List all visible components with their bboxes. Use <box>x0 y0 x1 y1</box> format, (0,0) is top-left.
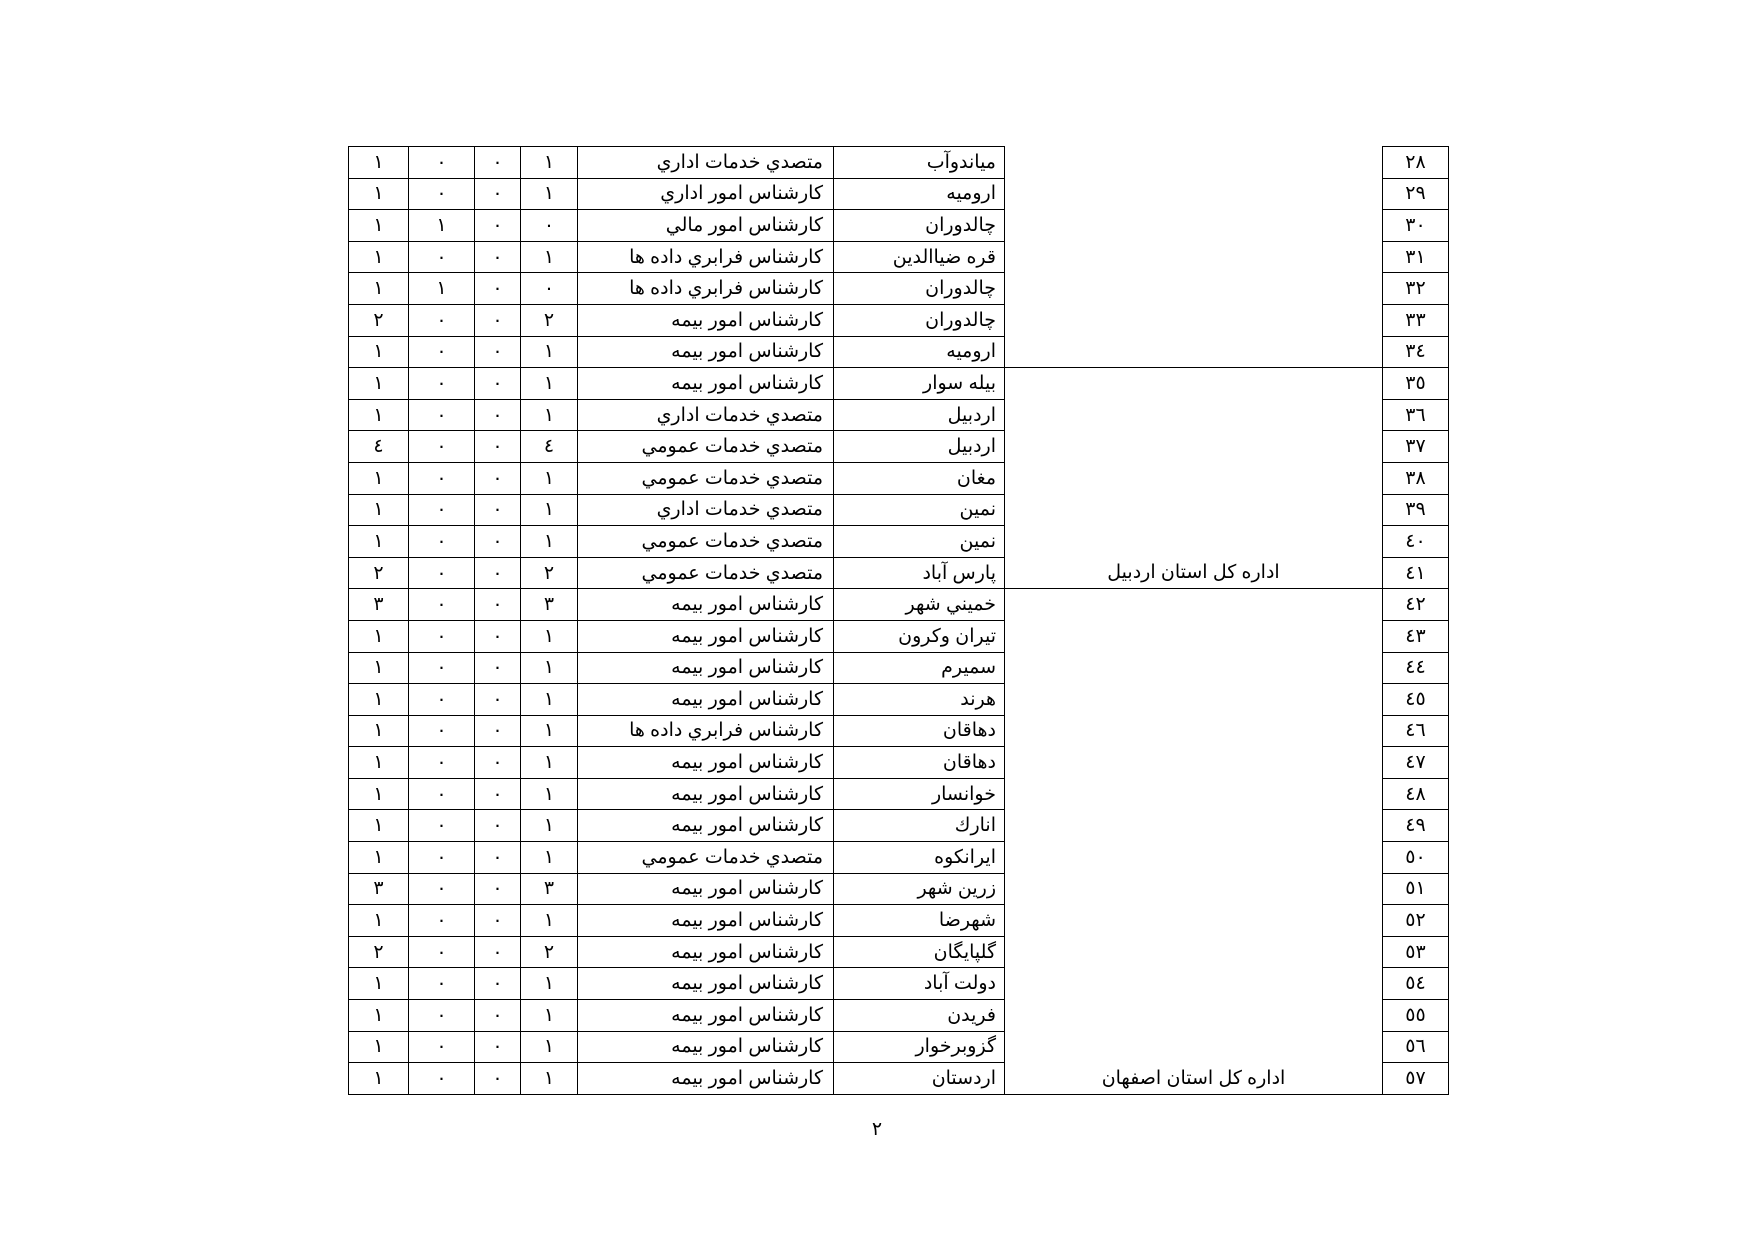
total-cell: ١ <box>349 1031 409 1063</box>
count-cell-1: ١ <box>521 1031 578 1063</box>
job-vacancy-table <box>348 146 1449 1095</box>
row-number-cell: ٣١ <box>1383 241 1449 273</box>
count-cell-2: ٠ <box>475 431 521 463</box>
count-cell-3: ٠ <box>409 399 475 431</box>
count-cell-2: ٠ <box>475 178 521 210</box>
row-number-cell: ٥٣ <box>1383 936 1449 968</box>
table-row <box>349 652 1449 684</box>
job-title-cell: متصدي خدمات اداري <box>578 399 834 431</box>
city-cell: ارومیه <box>834 178 1005 210</box>
count-cell-2: ٠ <box>475 1000 521 1032</box>
count-cell-3: ٠ <box>409 147 475 179</box>
total-cell: ١ <box>349 462 409 494</box>
table-row <box>349 557 1449 589</box>
row-number-cell: ٥٥ <box>1383 1000 1449 1032</box>
organization-cell <box>1005 684 1383 716</box>
city-cell: اردبیل <box>834 399 1005 431</box>
count-cell-1: ١ <box>521 494 578 526</box>
count-cell-2: ٠ <box>475 147 521 179</box>
job-title-cell: متصدي خدمات عمومي <box>578 842 834 874</box>
total-cell: ١ <box>349 968 409 1000</box>
job-title-cell: كارشناس امور بیمه <box>578 304 834 336</box>
count-cell-2: ٠ <box>475 304 521 336</box>
row-number-cell: ٣٤ <box>1383 336 1449 368</box>
total-cell: ١ <box>349 494 409 526</box>
total-cell: ١ <box>349 684 409 716</box>
count-cell-2: ٠ <box>475 241 521 273</box>
organization-cell <box>1005 968 1383 1000</box>
total-cell: ٣ <box>349 873 409 905</box>
job-title-cell: متصدي خدمات عمومي <box>578 431 834 463</box>
job-title-cell: كارشناس امور بیمه <box>578 747 834 779</box>
job-title-cell: كارشناس امور بیمه <box>578 336 834 368</box>
count-cell-3: ٠ <box>409 1063 475 1095</box>
row-number-cell: ٥٠ <box>1383 842 1449 874</box>
row-number-cell: ٤٩ <box>1383 810 1449 842</box>
organization-cell: اداره كل استان اصفهان <box>1005 1063 1383 1095</box>
count-cell-1: ٠ <box>521 210 578 242</box>
count-cell-2: ٠ <box>475 336 521 368</box>
city-cell: چالدوران <box>834 210 1005 242</box>
total-cell: ١ <box>349 210 409 242</box>
total-cell: ٢ <box>349 304 409 336</box>
city-cell: دولت آباد <box>834 968 1005 1000</box>
city-cell: چالدوران <box>834 304 1005 336</box>
count-cell-1: ١ <box>521 399 578 431</box>
count-cell-3: ٠ <box>409 431 475 463</box>
total-cell: ١ <box>349 526 409 558</box>
total-cell: ١ <box>349 273 409 305</box>
total-cell: ٢ <box>349 557 409 589</box>
job-title-cell: كارشناس امور بیمه <box>578 1031 834 1063</box>
job-title-cell: كارشناس امور بیمه <box>578 968 834 1000</box>
count-cell-1: ١ <box>521 905 578 937</box>
count-cell-2: ٠ <box>475 462 521 494</box>
city-cell: تیران وكرون <box>834 620 1005 652</box>
table-row <box>349 936 1449 968</box>
table-row <box>349 684 1449 716</box>
total-cell: ١ <box>349 842 409 874</box>
organization-cell <box>1005 1000 1383 1032</box>
organization-cell <box>1005 210 1383 242</box>
city-cell: فریدن <box>834 1000 1005 1032</box>
organization-cell <box>1005 936 1383 968</box>
count-cell-1: ٣ <box>521 873 578 905</box>
count-cell-3: ٠ <box>409 684 475 716</box>
row-number-cell: ٣٨ <box>1383 462 1449 494</box>
count-cell-2: ٠ <box>475 747 521 779</box>
row-number-cell: ٥٤ <box>1383 968 1449 1000</box>
city-cell: دهاقان <box>834 747 1005 779</box>
total-cell: ١ <box>349 399 409 431</box>
count-cell-2: ٠ <box>475 368 521 400</box>
organization-cell <box>1005 842 1383 874</box>
count-cell-2: ٠ <box>475 873 521 905</box>
count-cell-2: ٠ <box>475 905 521 937</box>
job-title-cell: كارشناس امور بیمه <box>578 1063 834 1095</box>
row-number-cell: ٢٩ <box>1383 178 1449 210</box>
organization-cell <box>1005 304 1383 336</box>
organization-cell <box>1005 905 1383 937</box>
table-row <box>349 747 1449 779</box>
total-cell: ٢ <box>349 936 409 968</box>
total-cell: ١ <box>349 810 409 842</box>
row-number-cell: ٢٨ <box>1383 147 1449 179</box>
count-cell-1: ١ <box>521 1000 578 1032</box>
table-row <box>349 715 1449 747</box>
city-cell: مغان <box>834 462 1005 494</box>
row-number-cell: ٣٣ <box>1383 304 1449 336</box>
count-cell-2: ٠ <box>475 810 521 842</box>
count-cell-3: ٠ <box>409 462 475 494</box>
count-cell-2: ٠ <box>475 399 521 431</box>
count-cell-2: ٠ <box>475 526 521 558</box>
row-number-cell: ٤٠ <box>1383 526 1449 558</box>
count-cell-1: ١ <box>521 684 578 716</box>
city-cell: اردستان <box>834 1063 1005 1095</box>
table-row <box>349 778 1449 810</box>
count-cell-3: ٠ <box>409 526 475 558</box>
count-cell-2: ٠ <box>475 210 521 242</box>
city-cell: ارومیه <box>834 336 1005 368</box>
table-row <box>349 462 1449 494</box>
organization-cell <box>1005 178 1383 210</box>
row-number-cell: ٤٤ <box>1383 652 1449 684</box>
count-cell-3: ٠ <box>409 494 475 526</box>
row-number-cell: ٣٢ <box>1383 273 1449 305</box>
table-row <box>349 210 1449 242</box>
row-number-cell: ٤٦ <box>1383 715 1449 747</box>
job-title-cell: متصدي خدمات عمومي <box>578 462 834 494</box>
row-number-cell: ٤٨ <box>1383 778 1449 810</box>
job-title-cell: كارشناس امور بیمه <box>578 652 834 684</box>
organization-cell <box>1005 431 1383 463</box>
table-row <box>349 620 1449 652</box>
count-cell-1: ١ <box>521 241 578 273</box>
count-cell-2: ٠ <box>475 842 521 874</box>
table-row <box>349 147 1449 179</box>
row-number-cell: ٥٦ <box>1383 1031 1449 1063</box>
city-cell: بیله سوار <box>834 368 1005 400</box>
count-cell-3: ٠ <box>409 747 475 779</box>
count-cell-2: ٠ <box>475 936 521 968</box>
table-row <box>349 241 1449 273</box>
organization-cell <box>1005 873 1383 905</box>
city-cell: چالدوران <box>834 273 1005 305</box>
count-cell-1: ٣ <box>521 589 578 621</box>
organization-cell <box>1005 494 1383 526</box>
city-cell: خوانسار <box>834 778 1005 810</box>
job-title-cell: متصدي خدمات عمومي <box>578 557 834 589</box>
table-row <box>349 336 1449 368</box>
job-title-cell: كارشناس امور بیمه <box>578 620 834 652</box>
row-number-cell: ٤٧ <box>1383 747 1449 779</box>
count-cell-1: ١ <box>521 620 578 652</box>
row-number-cell: ٣٥ <box>1383 368 1449 400</box>
count-cell-1: ١ <box>521 652 578 684</box>
count-cell-3: ٠ <box>409 557 475 589</box>
count-cell-2: ٠ <box>475 1063 521 1095</box>
count-cell-2: ٠ <box>475 589 521 621</box>
page-number: ٢ <box>871 1119 883 1140</box>
total-cell: ١ <box>349 652 409 684</box>
city-cell: دهاقان <box>834 715 1005 747</box>
count-cell-2: ٠ <box>475 715 521 747</box>
count-cell-3: ٠ <box>409 241 475 273</box>
job-title-cell: كارشناس امور بیمه <box>578 684 834 716</box>
organization-cell <box>1005 1031 1383 1063</box>
table-row <box>349 905 1449 937</box>
count-cell-1: ١ <box>521 715 578 747</box>
organization-cell <box>1005 147 1383 179</box>
count-cell-1: ١ <box>521 147 578 179</box>
job-title-cell: كارشناس امور بیمه <box>578 1000 834 1032</box>
city-cell: نمین <box>834 494 1005 526</box>
job-title-cell: متصدي خدمات اداري <box>578 494 834 526</box>
row-number-cell: ٤٥ <box>1383 684 1449 716</box>
organization-cell <box>1005 336 1383 368</box>
organization-cell <box>1005 715 1383 747</box>
table-row <box>349 1000 1449 1032</box>
organization-cell <box>1005 462 1383 494</box>
count-cell-3: ٠ <box>409 178 475 210</box>
count-cell-3: ٠ <box>409 368 475 400</box>
job-title-cell: متصدي خدمات اداري <box>578 147 834 179</box>
table-row <box>349 589 1449 621</box>
table-body <box>349 147 1449 1095</box>
job-title-cell: كارشناس فرابري داده ها <box>578 715 834 747</box>
count-cell-3: ٠ <box>409 715 475 747</box>
count-cell-1: ٢ <box>521 304 578 336</box>
count-cell-3: ٠ <box>409 304 475 336</box>
count-cell-3: ٠ <box>409 968 475 1000</box>
total-cell: ١ <box>349 241 409 273</box>
city-cell: سمیرم <box>834 652 1005 684</box>
count-cell-2: ٠ <box>475 684 521 716</box>
city-cell: ایرانكوه <box>834 842 1005 874</box>
row-number-cell: ٥١ <box>1383 873 1449 905</box>
table-row <box>349 273 1449 305</box>
count-cell-2: ٠ <box>475 1031 521 1063</box>
count-cell-1: ٠ <box>521 273 578 305</box>
city-cell: گزوبرخوار <box>834 1031 1005 1063</box>
count-cell-3: ٠ <box>409 652 475 684</box>
row-number-cell: ٤٢ <box>1383 589 1449 621</box>
total-cell: ١ <box>349 715 409 747</box>
job-title-cell: كارشناس امور بیمه <box>578 905 834 937</box>
count-cell-3: ٠ <box>409 336 475 368</box>
organization-cell <box>1005 273 1383 305</box>
table-row <box>349 1031 1449 1063</box>
count-cell-2: ٠ <box>475 968 521 1000</box>
total-cell: ١ <box>349 620 409 652</box>
count-cell-3: ٠ <box>409 778 475 810</box>
total-cell: ١ <box>349 905 409 937</box>
city-cell: پارس آباد <box>834 557 1005 589</box>
city-cell: نمین <box>834 526 1005 558</box>
total-cell: ١ <box>349 178 409 210</box>
total-cell: ١ <box>349 1063 409 1095</box>
total-cell: ٤ <box>349 431 409 463</box>
table-row <box>349 431 1449 463</box>
count-cell-1: ١ <box>521 462 578 494</box>
organization-cell <box>1005 589 1383 621</box>
organization-cell <box>1005 241 1383 273</box>
count-cell-3: ٠ <box>409 873 475 905</box>
count-cell-1: ١ <box>521 336 578 368</box>
table-row <box>349 842 1449 874</box>
count-cell-2: ٠ <box>475 620 521 652</box>
count-cell-3: ٠ <box>409 620 475 652</box>
count-cell-1: ١ <box>521 526 578 558</box>
table-row <box>349 178 1449 210</box>
count-cell-2: ٠ <box>475 652 521 684</box>
row-number-cell: ٤٣ <box>1383 620 1449 652</box>
job-title-cell: كارشناس امور بیمه <box>578 810 834 842</box>
count-cell-1: ١ <box>521 368 578 400</box>
row-number-cell: ٤١ <box>1383 557 1449 589</box>
organization-cell <box>1005 747 1383 779</box>
count-cell-1: ١ <box>521 778 578 810</box>
table-row <box>349 399 1449 431</box>
organization-cell <box>1005 620 1383 652</box>
table-row <box>349 304 1449 336</box>
count-cell-3: ٠ <box>409 1031 475 1063</box>
count-cell-1: ١ <box>521 1063 578 1095</box>
row-number-cell: ٣٠ <box>1383 210 1449 242</box>
count-cell-1: ٤ <box>521 431 578 463</box>
count-cell-2: ٠ <box>475 273 521 305</box>
city-cell: زرین شهر <box>834 873 1005 905</box>
total-cell: ٣ <box>349 589 409 621</box>
city-cell: قره ضیاالدین <box>834 241 1005 273</box>
count-cell-3: ٠ <box>409 1000 475 1032</box>
job-title-cell: كارشناس امور بیمه <box>578 778 834 810</box>
organization-cell <box>1005 778 1383 810</box>
organization-cell <box>1005 399 1383 431</box>
total-cell: ١ <box>349 747 409 779</box>
job-title-cell: كارشناس امور بیمه <box>578 873 834 905</box>
job-title-cell: كارشناس فرابري داده ها <box>578 273 834 305</box>
count-cell-2: ٠ <box>475 778 521 810</box>
job-title-cell: متصدي خدمات عمومي <box>578 526 834 558</box>
count-cell-1: ١ <box>521 842 578 874</box>
organization-cell <box>1005 810 1383 842</box>
job-title-cell: كارشناس فرابري داده ها <box>578 241 834 273</box>
total-cell: ١ <box>349 1000 409 1032</box>
job-title-cell: كارشناس امور مالي <box>578 210 834 242</box>
organization-cell: اداره كل استان اردبیل <box>1005 557 1383 589</box>
job-title-cell: كارشناس امور بیمه <box>578 936 834 968</box>
count-cell-1: ٢ <box>521 936 578 968</box>
total-cell: ١ <box>349 778 409 810</box>
count-cell-1: ١ <box>521 178 578 210</box>
row-number-cell: ٥٢ <box>1383 905 1449 937</box>
count-cell-3: ٠ <box>409 842 475 874</box>
organization-cell <box>1005 526 1383 558</box>
count-cell-1: ١ <box>521 968 578 1000</box>
count-cell-1: ١ <box>521 810 578 842</box>
job-title-cell: كارشناس امور بیمه <box>578 589 834 621</box>
organization-cell <box>1005 368 1383 400</box>
city-cell: گلپایگان <box>834 936 1005 968</box>
city-cell: هرند <box>834 684 1005 716</box>
row-number-cell: ٣٩ <box>1383 494 1449 526</box>
count-cell-3: ٠ <box>409 936 475 968</box>
organization-cell <box>1005 652 1383 684</box>
row-number-cell: ٣٧ <box>1383 431 1449 463</box>
table-row <box>349 1063 1449 1095</box>
table-row <box>349 873 1449 905</box>
count-cell-3: ١ <box>409 273 475 305</box>
row-number-cell: ٥٧ <box>1383 1063 1449 1095</box>
total-cell: ١ <box>349 336 409 368</box>
table-row <box>349 810 1449 842</box>
count-cell-3: ٠ <box>409 905 475 937</box>
total-cell: ١ <box>349 368 409 400</box>
count-cell-3: ٠ <box>409 589 475 621</box>
count-cell-2: ٠ <box>475 494 521 526</box>
city-cell: انارك <box>834 810 1005 842</box>
city-cell: اردبیل <box>834 431 1005 463</box>
count-cell-3: ٠ <box>409 810 475 842</box>
row-number-cell: ٣٦ <box>1383 399 1449 431</box>
table-row <box>349 368 1449 400</box>
table-row <box>349 968 1449 1000</box>
table-row <box>349 526 1449 558</box>
job-title-cell: كارشناس امور اداري <box>578 178 834 210</box>
job-title-cell: كارشناس امور بیمه <box>578 368 834 400</box>
count-cell-1: ٢ <box>521 557 578 589</box>
count-cell-1: ١ <box>521 747 578 779</box>
city-cell: میاندوآب <box>834 147 1005 179</box>
total-cell: ١ <box>349 147 409 179</box>
count-cell-3: ١ <box>409 210 475 242</box>
table-row <box>349 494 1449 526</box>
city-cell: شهرضا <box>834 905 1005 937</box>
count-cell-2: ٠ <box>475 557 521 589</box>
city-cell: خمیني شهر <box>834 589 1005 621</box>
